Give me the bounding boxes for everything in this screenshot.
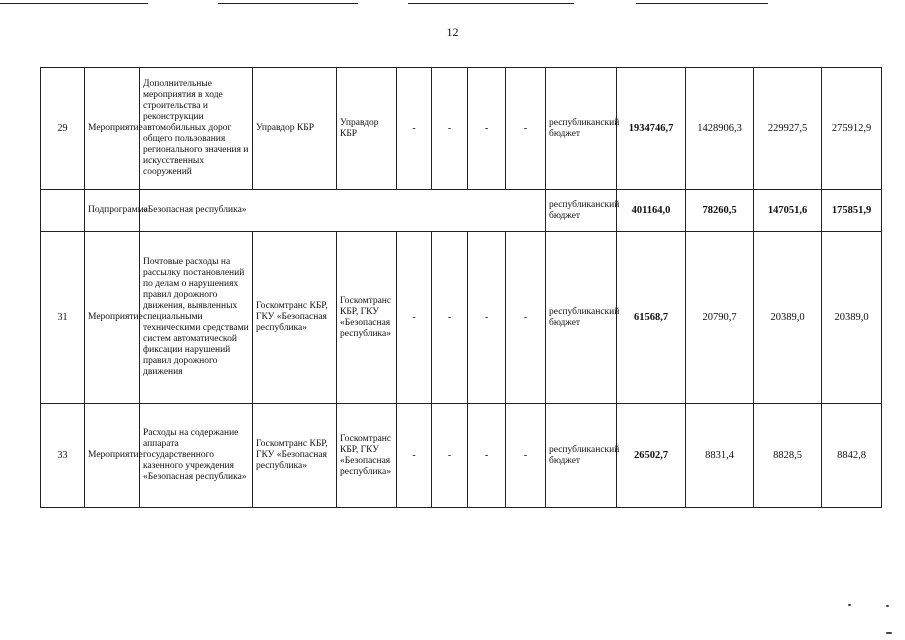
header-rule-1 <box>0 3 148 4</box>
row-type: Мероприятие <box>85 404 140 508</box>
row-indicator-3: - <box>468 68 506 190</box>
row-indicator-2: - <box>432 68 468 190</box>
row-responsible: Госкомтранс КБР, ГКУ «Безопасная республика» <box>253 232 337 404</box>
row-year-1: 1428906,3 <box>686 68 754 190</box>
row-indicator-1: - <box>397 232 432 404</box>
row-description: Расходы на содержание аппарата государственного казенного учреждения «Безопасная республика» <box>140 404 253 508</box>
row-total: 61568,7 <box>617 232 686 404</box>
page-number: 12 <box>446 25 459 39</box>
row-indicator-3: - <box>468 232 506 404</box>
row-total: 1934746,7 <box>617 68 686 190</box>
row-executor: Госкомтранс КБР, ГКУ «Безопасная республика» <box>337 404 397 508</box>
row-indicator-2: - <box>432 232 468 404</box>
table-row <box>41 232 882 404</box>
row-year-3: 20389,0 <box>822 232 882 404</box>
budget-table <box>40 67 882 508</box>
row-number: 33 <box>41 404 85 508</box>
row-indicator-1: - <box>397 404 432 508</box>
row-description: Дополнительные мероприятия в ходе строительства и реконструкции автомобильных дорог общего пользования регионального значения и искусственных сооружений <box>140 68 253 190</box>
row-description: Почтовые расходы на рассылку постановлений по делам о нарушениях правил дорожного движения, выявленных специальными техническими средствами систем автоматической фиксации нарушений правил дорожного движения <box>140 232 253 404</box>
scan-speck <box>848 604 851 606</box>
header-rule-4 <box>636 3 768 4</box>
row-funding-source: республиканский бюджет <box>546 190 617 232</box>
row-indicator-3: - <box>468 404 506 508</box>
scan-speck <box>886 632 892 634</box>
row-funding-source: республиканский бюджет <box>546 232 617 404</box>
row-responsible: Госкомтранс КБР, ГКУ «Безопасная республика» <box>253 404 337 508</box>
row-year-2: 20389,0 <box>754 232 822 404</box>
row-funding-source: республиканский бюджет <box>546 68 617 190</box>
header-rule-2 <box>218 3 358 4</box>
table-row <box>41 404 882 508</box>
row-type: Мероприятие <box>85 232 140 404</box>
row-year-2: 229927,5 <box>754 68 822 190</box>
row-year-2: 147051,6 <box>754 190 822 232</box>
row-indicator-4: - <box>506 68 546 190</box>
row-year-2: 8828,5 <box>754 404 822 508</box>
row-indicator-2: - <box>432 404 468 508</box>
row-total: 401164,0 <box>617 190 686 232</box>
header-rule-3 <box>408 3 574 4</box>
row-year-3: 8842,8 <box>822 404 882 508</box>
row-type: Подпрограмма <box>85 190 140 232</box>
row-year-1: 78260,5 <box>686 190 754 232</box>
row-year-3: 275912,9 <box>822 68 882 190</box>
table-row <box>41 68 882 190</box>
row-executor: Управдор КБР <box>337 68 397 190</box>
row-responsible: Управдор КБР <box>253 68 337 190</box>
subprogram-title: «Безопасная республика» <box>140 190 546 232</box>
row-number: 31 <box>41 232 85 404</box>
row-type: Мероприятие <box>85 68 140 190</box>
scan-speck <box>886 605 889 607</box>
row-number: 29 <box>41 68 85 190</box>
row-indicator-4: - <box>506 232 546 404</box>
row-year-1: 8831,4 <box>686 404 754 508</box>
row-executor: Госкомтранс КБР, ГКУ «Безопасная республика» <box>337 232 397 404</box>
row-year-1: 20790,7 <box>686 232 754 404</box>
row-number <box>41 190 85 232</box>
row-year-3: 175851,9 <box>822 190 882 232</box>
table-row-subprogram <box>41 190 882 232</box>
row-total: 26502,7 <box>617 404 686 508</box>
row-indicator-1: - <box>397 68 432 190</box>
row-indicator-4: - <box>506 404 546 508</box>
row-funding-source: республиканский бюджет <box>546 404 617 508</box>
